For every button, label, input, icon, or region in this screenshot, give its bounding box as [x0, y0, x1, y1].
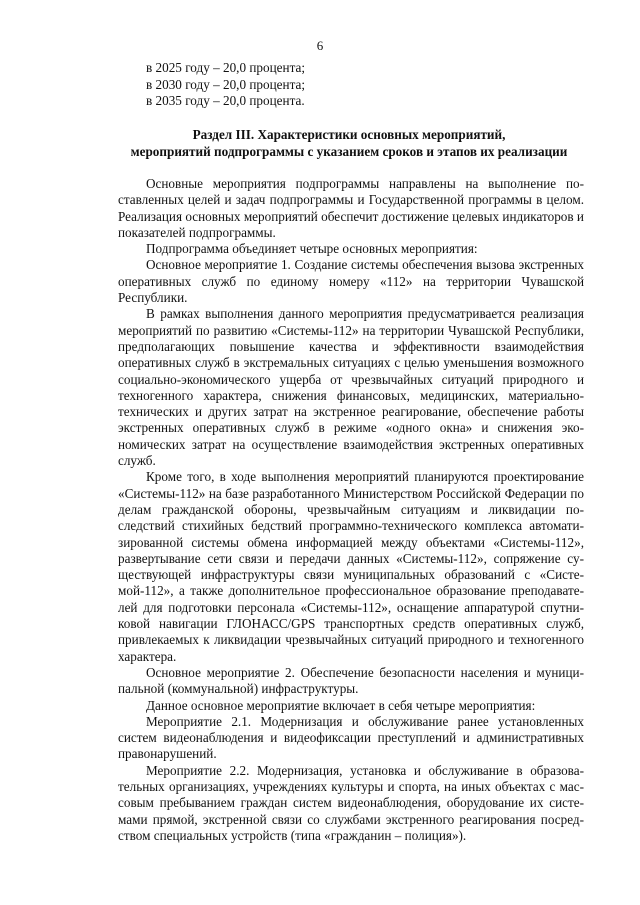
- section-heading: [114, 127, 584, 160]
- paragraph-measure-1-details: В рамках выполнения данного мероприятия предусматривается реализация мероприятий по развитию «Системы-112» на территории Чувашской Республики, предполагающих повышение качества и эффективности взаимодействия оперативных служб в экстремальных ситуациях с целью уменьшения возможного социально-экономического ущерба от чрезвычайных ситуаций природного и техногенного характера, снижения финансовых, медицинских, материально-технических и других затрат на экстренное реагирование, обеспечение работы экстренных оперативных служб в режиме «одного окна» и снижения экономических затрат на осуществление взаимодействия экстренных оперативных служб.: [118, 306, 584, 469]
- paragraph-count: Подпрограмма объединяет четыре основных мероприятия:: [146, 241, 478, 257]
- paragraph-measure-2-1: Мероприятие 2.1. Модернизация и обслуживание ранее установленных систем видеонаблюдения и видеофиксации преступлений и административных правонарушений.: [118, 713, 584, 762]
- target-values-list: [146, 60, 566, 110]
- paragraph-measure-2: Основное мероприятие 2. Обеспечение безопасности населения и муниципальной (коммунальной) инфраструктуры.: [118, 664, 584, 697]
- paragraph-intro: Основные мероприятия подпрограммы направлены на выполнение поставленных целей и задач подпрограммы и Государственной программы в целом. Реализация основных мероприятий обеспечит достижение целевых индикаторов и показателей подпрограммы.: [118, 176, 584, 240]
- paragraph-measure-1: Основное мероприятие 1. Создание системы обеспечения вызова экстренных оперативных служб по единому номеру «112» на территории Чувашской Республики.: [118, 257, 584, 306]
- target-value-2030: в 2030 году – 20,0 процента;: [146, 76, 306, 92]
- section-heading-line-2: мероприятий подпрограммы с указанием сроков и этапов их реализации: [130, 143, 568, 159]
- paragraph-measure-1-additional: Кроме того, в ходе выполнения мероприятий планируются проектирование «Системы-112» на базе разработанного Министерством Российской Федерации по делам гражданской обороны, чрезвычайным ситуациям и ликвидации последствий стихийных бедствий программно-технического комплекса автоматизированной системы обмена информацией между объектами «Системы-112», развертывание сети связи и передачи данных «Системы-112», сопряжение существующей инфраструктуры связи муниципальных образований с «Системой-112», а также дополнительное профессиональное образование преподавателей для подготовки персонала «Системы-112», оснащение аппаратурой спутниковой навигации ГЛОНАСС/GPS транспортных средств оперативных служб, привлекаемых к ликвидации чрезвычайных ситуаций природного и техногенного характера.: [118, 469, 584, 664]
- paragraph-measure-2-2: Мероприятие 2.2. Модернизация, установка и обслуживание в образовательных организациях, учреждениях культуры и спорта, на иных объектах с массовым пребыванием граждан систем видеонаблюдения, оборудование их системами прямой, экстренной связи со службами экстренного реагирования посредством специальных устройств (типа «гражданин – полиция»).: [118, 762, 584, 843]
- section-heading-line-1: Раздел III. Характеристики основных мероприятий,: [192, 127, 506, 142]
- section-body: [118, 176, 584, 844]
- paragraph-measure-2-includes: Данное основное мероприятие включает в себя четыре мероприятия:: [146, 697, 536, 713]
- target-value-2035: в 2035 году – 20,0 процента.: [146, 93, 305, 108]
- page-number: 6: [316, 38, 324, 53]
- target-value-2025: в 2025 году – 20,0 процента;: [146, 60, 306, 75]
